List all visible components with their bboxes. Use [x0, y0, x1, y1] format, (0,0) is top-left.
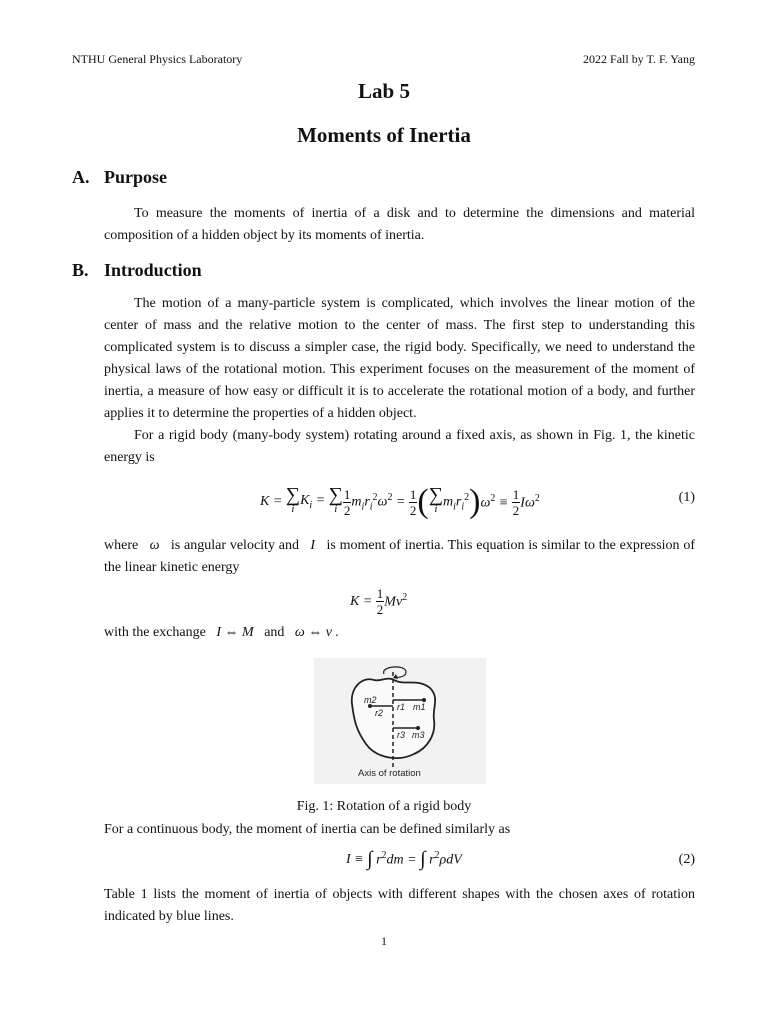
body-outline [352, 679, 435, 758]
figure-1-caption: Fig. 1: Rotation of a rigid body [296, 799, 472, 814]
page-number: 1 [381, 934, 387, 948]
equation-1-number: (1) [678, 490, 695, 505]
section-a-title: Purpose [104, 167, 167, 187]
introduction-paragraphs [104, 293, 695, 469]
exchange-text: with the exchange [104, 625, 206, 640]
label-r2: r2 [375, 708, 384, 718]
inertia-symbol: I [302, 538, 323, 553]
continuous-body-paragraph [104, 819, 695, 841]
figure-1-rigid-body [314, 658, 486, 784]
section-a-number: A. [72, 167, 90, 187]
intro-paragraph-2: For a rigid body (many-body system) rotating around a fixed axis, as shown in Fig. 1, the kinetic energy is [104, 428, 695, 465]
lab-subtitle: Moments of Inertia [297, 123, 471, 147]
lab-number-title: Lab 5 [358, 79, 410, 103]
label-m1: m1 [413, 702, 426, 712]
where-text-2: is moment of inertia. This equation is similar to the expression of the linear kinetic energy [104, 538, 696, 575]
section-b-heading [72, 260, 202, 281]
equation-2: I ≡ ∫ $r^2dm$ = ∫ $r^2\rho dV$ [346, 848, 462, 870]
label-m2: m2 [364, 695, 377, 705]
purpose-paragraph [104, 203, 695, 247]
intro-paragraph-1: The motion of a many-particle system is complicated, which involves the linear motion of the center of mass and the relative motion to the center of mass. The first step to understanding this complicated system is to discuss a simpler case, the rigid body. Specifically, we need to understand the physical laws of the rotational motion. This experiment focuses on the measurement of the moment of inertia, a measure of how easy or difficult it is to accelerate the rotational motion of a body, and further applies it to determine the properties of a hidden object. [104, 296, 695, 421]
equation-1: K = ∑ i $K_i$ = ∑ i $\frac{1}{2}$ $m_ir_i^2\omega^2$ = $\frac{1}{2}$ ( ∑ i $m_ir_i^2$ ) $\omega^2$ ≡ $\frac{1}{2}$ $I\omega^2$ [260, 483, 540, 520]
purpose-text: To measure the moments of inertia of a disk and to determine the dimensions and material composition of a hidden object by its moments of inertia. [104, 206, 695, 243]
exchange-line [104, 622, 695, 644]
where-word: where [104, 538, 139, 553]
section-b-number: B. [72, 260, 89, 280]
where-text-1: is angular velocity and [170, 538, 299, 553]
exchange-i-m: I ⇔ M [209, 625, 261, 640]
table-intro-paragraph [104, 884, 695, 928]
rigid-body-diagram [314, 658, 486, 784]
table-intro-text: Table 1 lists the moment of inertia of objects with different shapes with the chosen axes of rotation indicated by blue lines. [104, 887, 695, 924]
label-r1: r1 [397, 702, 406, 712]
where-paragraph [104, 535, 695, 579]
label-r3: r3 [397, 730, 406, 740]
section-b-title: Introduction [104, 260, 202, 280]
exchange-omega-v: ω ⇔ v . [287, 625, 340, 640]
omega-symbol: ω [142, 538, 168, 553]
running-header-left: NTHU General Physics Laboratory [72, 52, 243, 66]
section-a-heading [72, 167, 167, 188]
label-m3: m3 [412, 730, 425, 740]
and-word: and [264, 625, 285, 640]
linear-kinetic-energy-equation: K = $\frac{1}{2}$ Mv$^2$ [350, 586, 408, 617]
running-header-right: 2022 Fall by T. F. Yang [583, 52, 695, 66]
equation-2-number: (2) [678, 852, 695, 867]
axis-of-rotation-label: Axis of rotation [358, 768, 421, 779]
continuous-body-text: For a continuous body, the moment of inertia can be defined similarly as [104, 822, 511, 837]
